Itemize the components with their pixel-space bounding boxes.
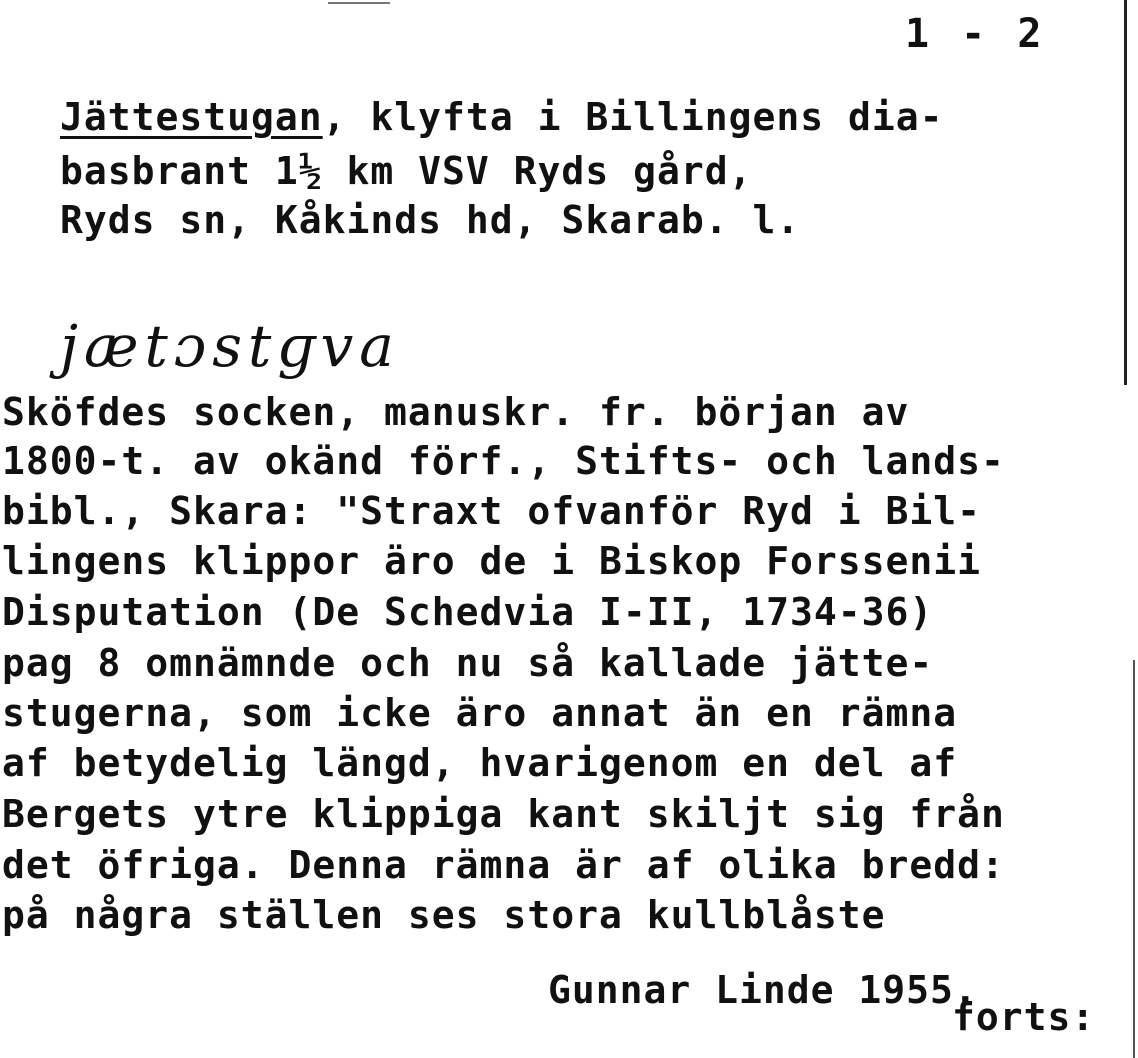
body-line: af betydelig längd, hvarigenom en del af — [2, 741, 958, 785]
card-edge-line — [1124, 0, 1127, 385]
body-line: på några ställen ses stora kullblåste — [2, 893, 886, 937]
body-line: det öfriga. Denna rämna är af olika bredd: — [2, 843, 1005, 887]
body-line: Disputation (De Schedvia I-II, 1734-36) — [2, 590, 934, 634]
body-line: lingens klippor äro de i Biskop Forssenii — [2, 539, 981, 583]
body-line: stugerna, som icke äro annat än en rämna — [2, 691, 958, 735]
scan-mark — [328, 2, 390, 4]
heading-line-3: Ryds sn, Kåkinds hd, Skarab. l. — [60, 198, 801, 242]
heading-line-2: basbrant 1½ km VSV Ryds gård, — [60, 149, 753, 193]
page-number: 1 - 2 — [905, 11, 1046, 57]
body-line: bibl., Skara: "Straxt ofvanför Ryd i Bil- — [2, 489, 981, 533]
body-line: Bergets ytre klippiga kant skiljt sig från — [2, 792, 1005, 836]
continuation-note: forts: — [952, 995, 1096, 1039]
entry-word: Jättestugan — [60, 95, 323, 139]
card-edge-line-lower — [1133, 660, 1135, 1058]
heading-line-1 — [60, 95, 944, 139]
body-line: 1800-t. av okänd förf., Stifts- och lands- — [2, 439, 1005, 483]
body-line: Sköfdes socken, manuskr. fr. början av — [2, 390, 910, 434]
body-line: pag 8 omnämnde och nu så kallade jätte- — [2, 641, 934, 685]
handwritten-pronunciation: jætɔstɡva — [60, 312, 400, 380]
heading-line-1-rest: , klyfta i Billingens dia- — [322, 95, 944, 139]
signature: Gunnar Linde 1955. — [548, 968, 978, 1012]
